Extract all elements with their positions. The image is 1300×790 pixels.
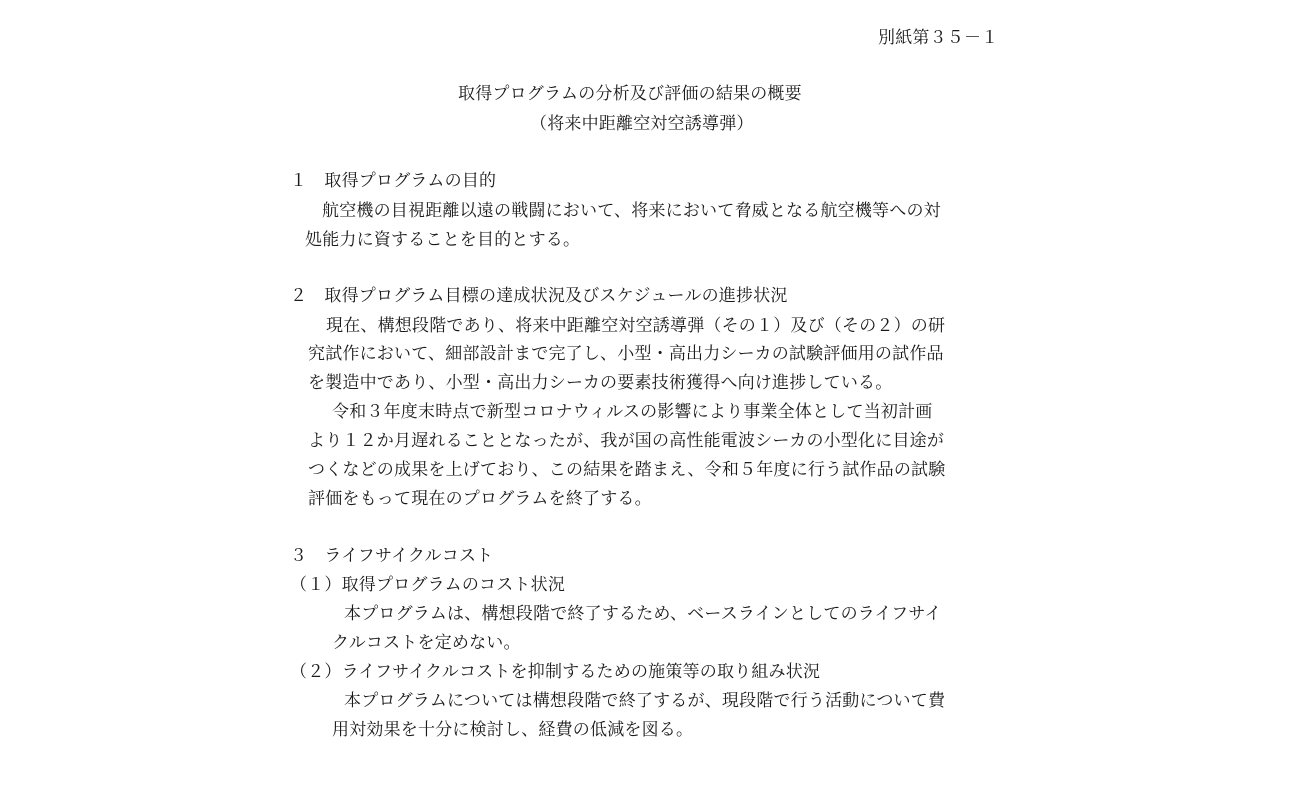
- section-2-text: 評価をもって現在のプログラムを終了する。: [308, 489, 652, 509]
- section-3-1-heading: （１）取得プログラムのコスト状況: [290, 575, 566, 595]
- section-2-text: より１２か月遅れることとなったが、我が国の高性能電波シーカの小型化に目途が: [308, 431, 945, 451]
- section-2-text: 令和３年度末時点で新型コロナウィルスの影響により事業全体として当初計画: [332, 402, 933, 422]
- section-3-2-text: 本プログラムについては構想段階で終了するが、現段階で行う活動について費: [344, 691, 946, 711]
- section-2-text: つくなどの成果を上げており、この結果を踏まえ、令和５年度に行う試作品の試験: [308, 460, 946, 480]
- document-subtitle: （将来中距離空対空誘導弾）: [530, 114, 754, 134]
- section-2-text: 究試作において、細部設計まで完了し、小型・高出力シーカの試験評価用の試作品: [308, 344, 944, 364]
- section-2-heading: ２ 取得プログラム目標の達成状況及びスケジュールの進捗状況: [290, 286, 788, 306]
- section-1-text: 処能力に資することを目的とする。: [305, 230, 581, 250]
- section-2-text: を製造中であり、小型・高出力シーカの要素技術獲得へ向け進捗している。: [308, 373, 893, 393]
- section-2-text: 現在、構想段階であり、将来中距離空対空誘導弾（その１）及び（その２）の研: [326, 316, 946, 336]
- section-3-2-text: 用対効果を十分に検討し、経費の低減を図る。: [332, 720, 694, 740]
- section-1-text: 航空機の目視距離以遠の戦闘において、将来において脅威となる航空機等への対: [322, 201, 941, 221]
- section-3-2-heading: （２）ライフサイクルコストを抑制するための施策等の取り組み状況: [290, 662, 821, 682]
- document-title: 取得プログラムの分析及び評価の結果の概要: [458, 84, 802, 104]
- section-1-heading: １ 取得プログラムの目的: [290, 171, 497, 191]
- section-3-1-text: クルコストを定めない。: [332, 633, 521, 653]
- attachment-label: 別紙第３５－１: [878, 28, 999, 48]
- section-3-1-text: 本プログラムは、構想段階で終了するため、ベースラインとしてのライフサイ: [344, 604, 942, 624]
- section-3-heading: ３ ライフサイクルコスト: [290, 546, 494, 566]
